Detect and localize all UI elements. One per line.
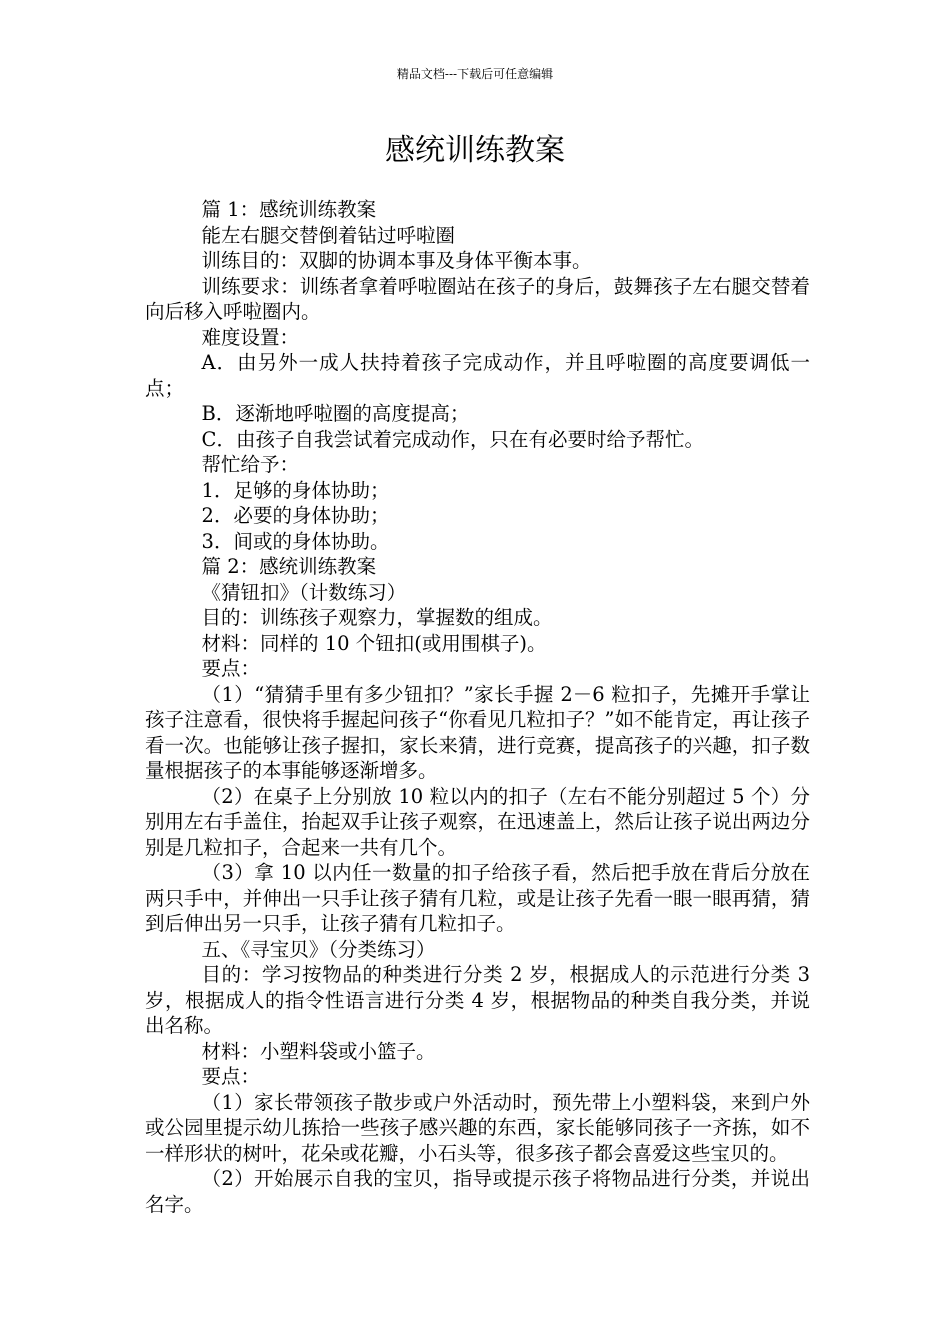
paragraph: 篇 1：感统训练教案	[201, 198, 377, 221]
paragraph: 目的：训练孩子观察力，掌握数的组成。	[201, 606, 553, 629]
paragraph: 要点：	[201, 1065, 261, 1088]
paragraph: 难度设置：	[201, 325, 300, 349]
paragraph: （2）开始展示自我的宝贝，指导或提示孩子将物品进行分类，并说出名字。	[145, 1167, 810, 1216]
paragraph: 材料：同样的 10 个钮扣(或用围棋子)。	[201, 631, 547, 655]
paragraph: 帮忙给予：	[201, 453, 300, 476]
paragraph: 训练要求：训练者拿着呼啦圈站在孩子的身后，鼓舞孩子左右腿交替着向后移入呼啦圈内。	[145, 274, 810, 323]
document-title: 感统训练教案	[385, 133, 565, 168]
document-body	[145, 197, 810, 1217]
paragraph: 《猜钮扣》（计数练习）	[201, 580, 407, 604]
paragraph: （1）“猜猜手里有多少钮扣？”家长手握 2－6 粒扣子，先摊开手掌让孩子注意看，很快将手握起问孩子“你看见几粒扣子？”如不能肯定，再让孩子看一次。也能够让孩子握扣，家长来猜，进行竞赛，提高孩子的兴趣，扣子数量根据孩子的本事能够逐渐增多。	[145, 682, 810, 782]
paragraph: 目的：学习按物品的种类进行分类 2 岁，根据成人的示范进行分类 3 岁，根据成人的指令性语言进行分类 4 岁，根据物品的种类自我分类，并说出名称。	[145, 963, 810, 1037]
paragraph: （1）家长带领孩子散步或户外活动时，预先带上小塑料袋，来到户外或公园里提示幼儿拣拾一些孩子感兴趣的东西，家长能够同孩子一齐拣，如不一样形状的树叶，花朵或花瓣，小石头等，很多孩子都会喜爱这些宝贝的。	[145, 1090, 810, 1165]
paragraph: 要点：	[201, 657, 261, 680]
paragraph: （2）在桌子上分别放 10 粒以内的扣子（左右不能分别超过 5 个）分别用左右手盖住，抬起双手让孩子观察，在迅速盖上，然后让孩子说出两边分别是几粒扣子，合起来一共有几个。	[145, 784, 810, 859]
paragraph: 能左右腿交替倒着钻过呼啦圈	[201, 223, 456, 247]
paragraph: 篇 2：感统训练教案	[201, 555, 377, 578]
paragraph: 训练目的：双脚的协调本事及身体平衡本事。	[201, 249, 592, 272]
paragraph: B．逐渐地呼啦圈的高度提高；	[201, 402, 470, 425]
paragraph: 3．间或的身体协助。	[201, 529, 390, 553]
paragraph: 五、《寻宝贝》（分类练习）	[201, 937, 436, 961]
paragraph: 1．足够的身体协助；	[201, 478, 390, 502]
paragraph: A．由另外一成人扶持着孩子完成动作，并且呼啦圈的高度要调低一点；	[145, 351, 810, 400]
paragraph: 2．必要的身体协助；	[201, 504, 390, 527]
paragraph: 材料：小塑料袋或小篮子。	[201, 1039, 436, 1063]
paragraph: （3）拿 10 以内任一数量的扣子给孩子看，然后把手放在背后分放在两只手中，并伸出一只手让孩子猜有几粒，或是让孩子先看一眼一眼再猜，猜到后伸出另一只手，让孩子猜有几粒扣子。	[145, 861, 810, 935]
paragraph: C．由孩子自我尝试着完成动作，只在有必要时给予帮忙。	[201, 427, 704, 451]
page-header: 精品文档---下载后可任意编辑	[396, 67, 554, 81]
